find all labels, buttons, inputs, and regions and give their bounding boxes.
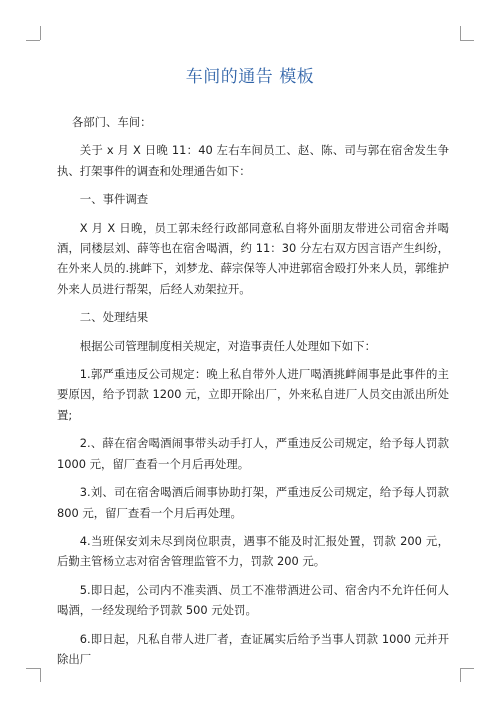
crop-mark-top-right-v — [460, 26, 461, 40]
crop-mark-bottom-right-v — [460, 668, 461, 682]
section-heading-results: 二、处理结果 — [79, 310, 149, 325]
document-title: 车间的通告 模板 — [185, 67, 315, 87]
result-item-3: 3.刘、司在宿舍喝酒后闹事协助打架，严重违反公司规定，给予每人罚款 800 元，留厂查看一个月后再处理。 — [57, 485, 449, 520]
salutation: 各部门、车间： — [71, 115, 152, 129]
document-body — [57, 112, 449, 677]
crop-mark-top-left-v — [40, 26, 41, 40]
result-item-1: 1.郭严重违反公司规定：晚上私自带外人进厂喝酒挑衅闹事是此事件的主要原因，给予罚款 1200 元，立即开除出厂，外来私自进厂人员交由派出所处置; — [57, 367, 449, 422]
crop-mark-top-right-h — [460, 40, 474, 41]
crop-mark-bottom-left-v — [40, 668, 41, 682]
result-item-5: 5.即日起，公司内不准卖酒、员工不准带酒进公司、宿舍内不允许任何人喝酒，一经发现给予罚款 500 元处罚。 — [57, 582, 449, 618]
investigation-paragraph: X 月 X 日晚，员工郭未经行政部同意私自将外面朋友带进公司宿舍并喝酒，同楼层刘、薛等也在宿舍喝酒，约 11：30 分左右双方因言语产生纠纷，在外来人员的.挑衅下，刘梦龙、薛宗保等人冲进郭宿舍殴打外来人员，郭维护外来人员进行帮架，后经人劝架拉开。 — [57, 220, 449, 296]
crop-mark-bottom-left-h — [26, 668, 40, 669]
section-heading-investigation: 一、事件调查 — [79, 192, 149, 207]
result-item-6: 6.即日起，凡私自带人进厂者，查证属实后给予当事人罚款 1000 元并开除出厂 — [57, 631, 449, 666]
intro-paragraph: 关于 x 月 X 日晚 11：40 左右车间员工、赵、陈、司与郭在宿舍发生争执、打架事件的调查和处理通告如下： — [57, 143, 449, 178]
crop-mark-top-left-h — [26, 40, 40, 41]
result-item-2: 2.、薛在宿舍喝酒闹事带头动手打人，严重违反公司规定，给予每人罚款 1000 元，留厂查看一个月后再处理。 — [57, 436, 449, 471]
results-intro-paragraph: 根据公司管理制度相关规定，对造事责任人处理如下如下： — [79, 338, 376, 353]
crop-mark-bottom-right-h — [460, 668, 474, 669]
result-item-4: 4.当班保安刘未尽到岗位职责，遇事不能及时汇报处置，罚款 200 元，后勤主管杨立志对宿舍管理监管不力，罚款 200 元。 — [57, 533, 449, 569]
